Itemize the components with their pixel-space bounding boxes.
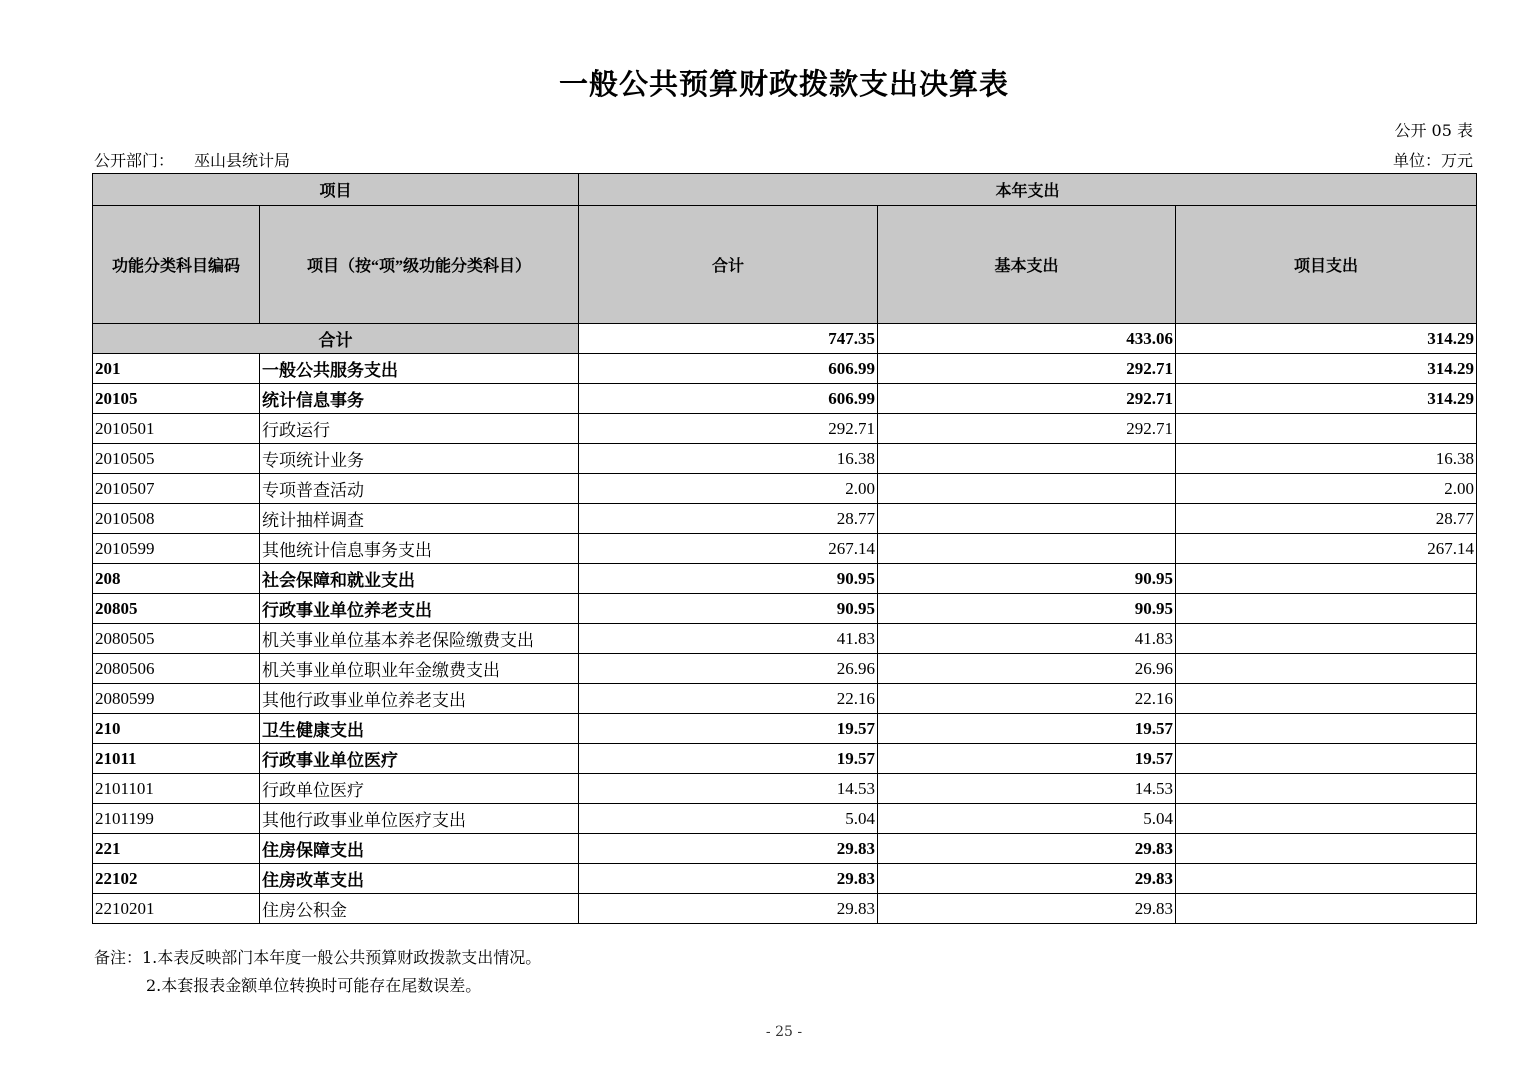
table-row [93,894,1477,924]
row-name: 专项统计业务 [260,444,579,474]
row-name: 专项普查活动 [260,474,579,504]
row-basic: 41.83 [878,624,1176,654]
row-code: 2010501 [93,414,260,444]
row-total: 2.00 [579,474,878,504]
row-project [1176,864,1477,894]
table-row [93,444,1477,474]
row-total: 292.71 [579,414,878,444]
row-basic: 29.83 [878,894,1176,924]
note-line-1: 备注：1.本表反映部门本年度一般公共预算财政拨款支出情况。 [94,948,542,967]
total-label: 合计 [93,324,579,354]
notes [94,944,541,1000]
row-total: 19.57 [579,744,878,774]
row-code: 20105 [93,384,260,414]
row-project [1176,654,1477,684]
department-label: 公开部门： [94,151,175,170]
unit-label: 单位：万元 [1392,151,1473,170]
table-row [93,414,1477,444]
row-project [1176,714,1477,744]
row-total: 29.83 [579,864,878,894]
row-name: 行政事业单位养老支出 [260,594,579,624]
row-code: 20805 [93,594,260,624]
row-total: 606.99 [579,354,878,384]
table-row [93,714,1477,744]
row-project: 2.00 [1176,474,1477,504]
header-code: 功能分类科目编码 [93,206,260,324]
table-row [93,474,1477,504]
table-row [93,504,1477,534]
row-name: 其他行政事业单位养老支出 [260,684,579,714]
row-project: 314.29 [1176,354,1477,384]
note-line-2: 2.本套报表金额单位转换时可能存在尾数误差。 [146,976,482,995]
row-code: 22102 [93,864,260,894]
row-code: 201 [93,354,260,384]
row-basic [878,444,1176,474]
table-row [93,684,1477,714]
row-total: 267.14 [579,534,878,564]
row-basic [878,474,1176,504]
row-code: 2010505 [93,444,260,474]
row-project [1176,564,1477,594]
department-name: 巫山县统计局 [194,151,291,170]
row-name: 行政单位医疗 [260,774,579,804]
row-total: 16.38 [579,444,878,474]
row-total: 29.83 [579,834,878,864]
table-row [93,564,1477,594]
row-project [1176,414,1477,444]
row-basic: 292.71 [878,414,1176,444]
table-number: 公开 05 表 [1394,121,1473,140]
row-project [1176,804,1477,834]
row-basic: 292.71 [878,354,1176,384]
header-row-top [93,174,1477,206]
table-row [93,774,1477,804]
row-code: 2010508 [93,504,260,534]
row-total: 606.99 [579,384,878,414]
row-code: 221 [93,834,260,864]
row-code: 2080599 [93,684,260,714]
row-basic [878,504,1176,534]
row-code: 2101101 [93,774,260,804]
row-basic: 19.57 [878,714,1176,744]
row-name: 行政运行 [260,414,579,444]
row-total: 14.53 [579,774,878,804]
header-row-columns [93,206,1477,324]
row-project [1176,624,1477,654]
table-row [93,654,1477,684]
header-project: 项目 [93,174,579,206]
table-row [93,624,1477,654]
table-row [93,804,1477,834]
header-current-year: 本年支出 [579,174,1477,206]
row-code: 2080505 [93,624,260,654]
row-name: 其他统计信息事务支出 [260,534,579,564]
row-name: 行政事业单位医疗 [260,744,579,774]
row-name: 住房保障支出 [260,834,579,864]
row-total: 90.95 [579,564,878,594]
row-basic: 292.71 [878,384,1176,414]
total-row [93,324,1477,354]
row-total: 26.96 [579,654,878,684]
table-row [93,834,1477,864]
row-name: 其他行政事业单位医疗支出 [260,804,579,834]
table-row [93,864,1477,894]
row-project: 28.77 [1176,504,1477,534]
row-code: 2101199 [93,804,260,834]
row-code: 21011 [93,744,260,774]
row-project [1176,684,1477,714]
row-basic: 90.95 [878,594,1176,624]
row-name: 社会保障和就业支出 [260,564,579,594]
row-name: 一般公共服务支出 [260,354,579,384]
row-code: 2010599 [93,534,260,564]
row-name: 机关事业单位基本养老保险缴费支出 [260,624,579,654]
row-total: 90.95 [579,594,878,624]
row-name: 住房公积金 [260,894,579,924]
row-name: 机关事业单位职业年金缴费支出 [260,654,579,684]
row-total: 22.16 [579,684,878,714]
row-basic [878,534,1176,564]
row-total: 19.57 [579,714,878,744]
header-name: 项目（按“项”级功能分类科目） [260,206,579,324]
total-amount: 747.35 [579,324,878,354]
row-total: 5.04 [579,804,878,834]
row-code: 210 [93,714,260,744]
row-basic: 14.53 [878,774,1176,804]
row-project [1176,834,1477,864]
row-total: 29.83 [579,894,878,924]
row-project [1176,894,1477,924]
row-project [1176,594,1477,624]
page-title: 一般公共预算财政拨款支出决算表 [558,67,1009,101]
row-name: 住房改革支出 [260,864,579,894]
row-basic: 19.57 [878,744,1176,774]
row-name: 统计信息事务 [260,384,579,414]
row-project [1176,774,1477,804]
row-project: 16.38 [1176,444,1477,474]
row-project [1176,744,1477,774]
total-project: 314.29 [1176,324,1477,354]
row-basic: 29.83 [878,864,1176,894]
expenditure-table [92,173,1477,924]
table-row [93,594,1477,624]
row-basic: 90.95 [878,564,1176,594]
table-row [93,744,1477,774]
table-row [93,354,1477,384]
row-code: 2080506 [93,654,260,684]
table-row [93,384,1477,414]
row-code: 208 [93,564,260,594]
row-project: 267.14 [1176,534,1477,564]
row-basic: 22.16 [878,684,1176,714]
row-name: 卫生健康支出 [260,714,579,744]
header-project-expense: 项目支出 [1176,206,1477,324]
header-basic: 基本支出 [878,206,1176,324]
row-basic: 29.83 [878,834,1176,864]
row-total: 41.83 [579,624,878,654]
row-project: 314.29 [1176,384,1477,414]
row-total: 28.77 [579,504,878,534]
header-total: 合计 [579,206,878,324]
page-number: - 25 - [765,1024,803,1040]
table-row [93,534,1477,564]
department-line [94,148,290,171]
row-basic: 5.04 [878,804,1176,834]
row-name: 统计抽样调查 [260,504,579,534]
total-basic: 433.06 [878,324,1176,354]
row-code: 2210201 [93,894,260,924]
row-code: 2010507 [93,474,260,504]
row-basic: 26.96 [878,654,1176,684]
